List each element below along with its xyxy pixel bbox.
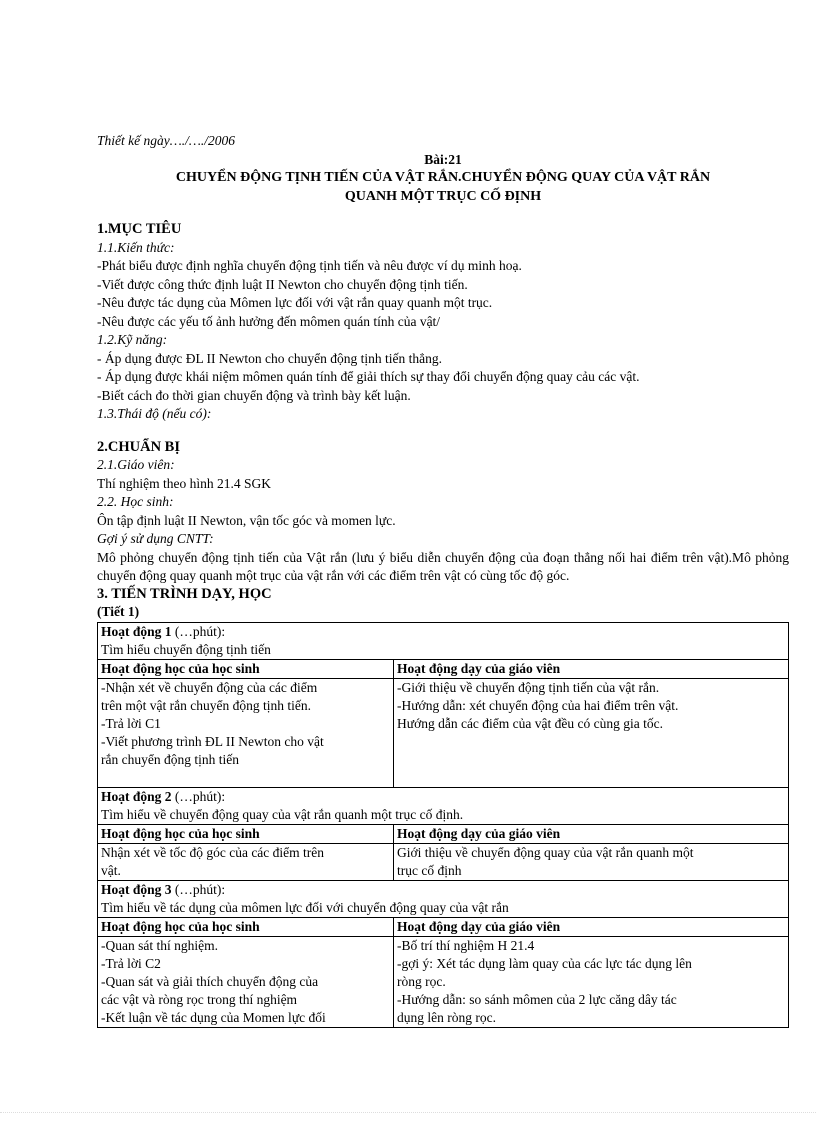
col-header-student: Hoạt động học của học sinh — [98, 659, 394, 678]
it-text: Mô phỏng chuyển động tịnh tiến của Vật rắn (lưu ý biểu diễn chuyển động của đoạn thẳng nối hai điểm trên vật).Mô phỏng chuyển động quay quanh một trục của vật rắn với các điểm trên vật có cùng tốc độ góc. — [97, 549, 789, 583]
teacher-activity-line: -Hướng dẫn: xét chuyển động của hai điểm trên vật. — [397, 697, 679, 713]
period-label: (Tiết 1) — [97, 604, 140, 619]
col-header-teacher: Hoạt động dạy của giáo viên — [394, 824, 789, 843]
skills-item: - Áp dụng được ĐL II Newton cho chuyển động tịnh tiến thẳng. — [97, 350, 443, 366]
teacher-activity-line: trục cố định — [397, 862, 462, 878]
section2-heading: 2.CHUẨN BỊ — [97, 438, 180, 455]
lesson-title-line2: QUANH MỘT TRỤC CỐ ĐỊNH — [344, 188, 542, 204]
activity-header — [98, 622, 789, 659]
skills-item: - Áp dụng được khái niệm mômen quán tính để giải thích sự thay đổi chuyển động quay cảu các vật. — [97, 369, 640, 384]
student-activity-line: -Nhận xét về chuyển động của các điểm — [101, 679, 318, 695]
page-bottom-border — [0, 1112, 816, 1113]
teacher-activity-cell — [394, 678, 789, 787]
lesson-number: Bài:21 — [424, 151, 462, 167]
student-activity-cell — [98, 936, 394, 1027]
teacher-activity-line: Hướng dẫn các điểm của vật đều có cùng gia tốc. — [397, 715, 663, 731]
col-header-student: Hoạt động học của học sinh — [98, 917, 394, 936]
student-activity-line: vật. — [101, 862, 121, 878]
activity-time: (…phút): — [171, 623, 226, 639]
student-activity-line: Nhận xét về tốc độ góc của các điểm trên — [101, 844, 325, 860]
student-activity-line: trên một vật rắn chuyển động tịnh tiến. — [101, 697, 311, 713]
teacher-activity-cell — [394, 843, 789, 880]
lesson-title-line1: CHUYỂN ĐỘNG TỊNH TIẾN CỦA VẬT RẮN.CHUYỂN ĐỘNG QUAY CỦA VẬT RẮN — [175, 170, 711, 185]
activity-header — [98, 880, 789, 917]
activity-label: Hoạt động 3 — [101, 881, 172, 897]
teacher-prep: Thí nghiệm theo hình 21.4 SGK — [97, 475, 271, 491]
activity-label: Hoạt động 2 — [101, 788, 172, 804]
attitude-heading: 1.3.Thái độ (nếu có): — [97, 406, 212, 421]
document-page — [97, 132, 789, 1028]
activity-label: Hoạt động 1 — [101, 623, 172, 639]
col-header-teacher: Hoạt động dạy của giáo viên — [394, 917, 789, 936]
activities-table — [97, 622, 789, 1028]
activity-topic: Tìm hiểu chuyển động tịnh tiến — [101, 641, 271, 657]
col-header-student: Hoạt động học của học sinh — [98, 824, 394, 843]
knowledge-item: -Phát biểu được định nghĩa chuyển động tịnh tiến và nêu được ví dụ minh hoạ. — [97, 258, 522, 273]
knowledge-item: -Viết được công thức định luật II Newton cho chuyển động tịnh tiến. — [97, 276, 468, 292]
student-activity-line: -Trả lời C2 — [101, 955, 161, 971]
activity-time: (…phút): — [171, 788, 226, 804]
knowledge-heading: 1.1.Kiến thức: — [97, 239, 175, 255]
student-activity-line: -Quan sát thí nghiệm. — [101, 937, 218, 953]
section3-heading: 3. TIẾN TRÌNH DẠY, HỌC — [97, 585, 272, 602]
teacher-activity-line: ròng rọc. — [397, 973, 446, 989]
teacher-activity-cell — [394, 936, 789, 1027]
activity-topic: Tìm hiểu về tác dụng của mômen lực đối với chuyển động quay của vật rắn — [101, 899, 509, 915]
activity-header — [98, 787, 789, 824]
knowledge-item: -Nêu được tác dụng của Mômen lực đối với vật rắn quay quanh một trục. — [97, 295, 493, 310]
teacher-activity-line: -Hướng dẫn: so sánh mômen của 2 lực căng dây tác — [397, 991, 677, 1007]
skills-heading: 1.2.Kỹ năng: — [97, 332, 168, 347]
student-activity-line: các vật và ròng rọc trong thí nghiệm — [101, 991, 298, 1007]
knowledge-item: -Nêu được các yếu tố ảnh hưởng đến mômen quán tính của vật/ — [97, 313, 441, 329]
student-activity-line: -Trả lời C1 — [101, 715, 161, 731]
it-heading: Gợi ý sử dụng CNTT: — [97, 531, 214, 546]
student-prep: Ôn tập định luật II Newton, vận tốc góc và momen lực. — [97, 512, 396, 528]
student-activity-line: -Quan sát và giải thích chuyển động của — [101, 973, 319, 989]
teacher-heading: 2.1.Giáo viên: — [97, 457, 175, 472]
student-activity-cell — [98, 843, 394, 880]
date-line: Thiết kế ngày…./…./2006 — [97, 133, 235, 148]
skills-item: -Biết cách đo thời gian chuyển động và trình bày kết luận. — [97, 387, 411, 403]
activity-time: (…phút): — [171, 881, 226, 897]
student-activity-cell — [98, 678, 394, 787]
activity-topic: Tìm hiểu về chuyển động quay của vật rắn quanh một trục cố định. — [101, 806, 464, 822]
teacher-activity-line: dụng lên ròng rọc. — [397, 1009, 496, 1025]
student-activity-line: rắn chuyển động tịnh tiến — [101, 751, 239, 767]
teacher-activity-line: -Bố trí thí nghiệm H 21.4 — [397, 937, 535, 953]
student-activity-line: -Kết luận về tác dụng của Momen lực đối — [101, 1009, 326, 1025]
col-header-teacher: Hoạt động dạy của giáo viên — [394, 659, 789, 678]
teacher-activity-line: -gợi ý: Xét tác dụng làm quay của các lực tác dụng lên — [397, 955, 692, 971]
section1-heading: 1.MỤC TIÊU — [97, 221, 182, 237]
teacher-activity-line: Giới thiệu về chuyển động quay của vật rắn quanh một — [397, 844, 694, 860]
student-heading: 2.2. Học sinh: — [97, 494, 174, 509]
student-activity-line: -Viết phương trình ĐL II Newton cho vật — [101, 733, 324, 749]
teacher-activity-line: -Giới thiệu về chuyển động tịnh tiến của vật rắn. — [397, 679, 660, 695]
